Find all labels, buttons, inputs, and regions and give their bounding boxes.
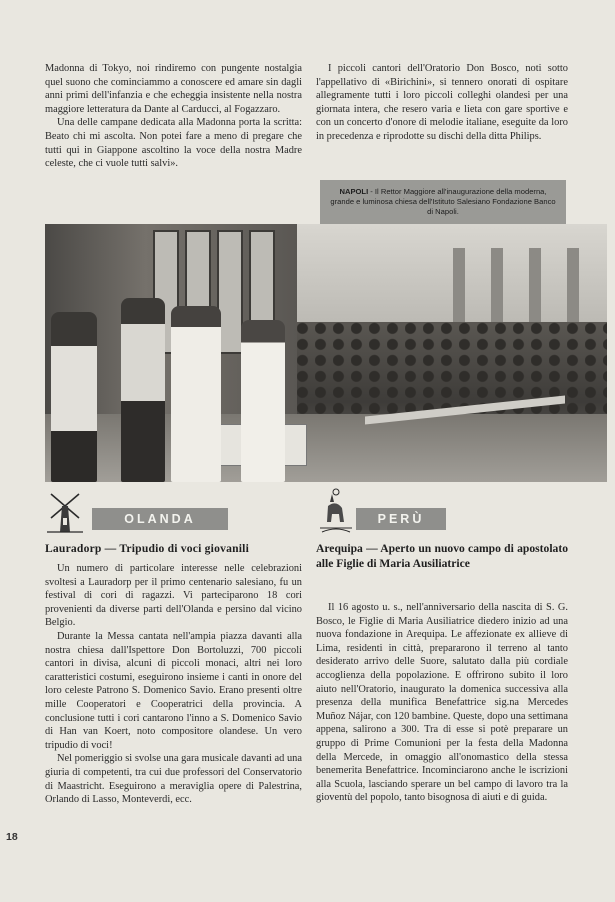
cleric-figure bbox=[121, 298, 165, 482]
section-banner-peru: PERÙ bbox=[356, 508, 446, 530]
page-number: 18 bbox=[6, 831, 18, 843]
paragraph: Durante la Messa cantata nell'ampia piazza davanti alla nostra chiesa dall'Ispettore Don Bortoluzzi, 700 piccoli cantori in divisa, alcuni di piccoli monaci, altri nei loro caratteristici costumi, eseguirono insieme i canti in onore del loro celeste Patrono S. Domenico Savio. Erano presenti oltre mille Cooperatori e Cooperatrici della provincia. A conclusione tutti i cori cantarono l'inno a S. Domenico Savio di Han van Koert, noto compositore olandese. Un vero tripudio di voci! bbox=[45, 630, 302, 751]
top-right-column bbox=[316, 62, 568, 144]
cleric-figure bbox=[51, 312, 97, 482]
section-heading-peru: Arequipa — Aperto un nuovo campo di apostolato alle Figlie di Maria Ausiliatrice bbox=[316, 542, 568, 570]
paragraph: Madonna di Tokyo, noi rindiremo con pungente nostalgia quel suono che cominciammo a conoscere ed amare sin dagli anni primi dell'infanzia e che echeggia insistente nella nostra maggiore letteratura da Dante al Carducci, al Fogazzaro. bbox=[45, 63, 302, 115]
photo-caption bbox=[320, 180, 566, 230]
paragraph: Un numero di particolare interesse nelle celebrazioni svoltesi a Lauradorp per il primo centenario salesiano, fu un festival di cori di ragazzi. Vi parteciparono 18 cori provenienti da diverse parti dell'Olanda e persino dal vicino Belgio. bbox=[45, 563, 302, 629]
section-banner-olanda: OLANDA bbox=[92, 508, 228, 530]
paragraph: Il 16 agosto u. s., nell'anniversario della nascita di S. G. Bosco, le Figlie di Maria Ausiliatrice diedero inizio ad una nuova fondazione in Arequipa. Le affezionate ex allieve di Lima, residenti in città, prepararono il terreno al tanto desiderato arrivo delle Suore, salutato dalla più cordiale accoglienza della popolazione. E offrirono subito il loro aiuto nell'Oratorio, inaugurato la domenica successiva alla presenza della munifica Benefattrice sig.na Mercedes Muñoz Nájar, con 120 bambine. Queste, dopo una settimana appena, salirono a 300. Tra di esse si potè preparare un gruppo di Prime Comunioni per la festa della Madonna della Mercede, in omaggio all'onomastico della stessa benemerita Benefattrice. Incominciarono anche le iscrizioni alla Scuola, lasciando sperare un bel campo di lavoro tra la gioventù del popolo, tanto bisognosa di aiuti e di guida. bbox=[316, 602, 568, 804]
top-left-column bbox=[45, 62, 302, 171]
church-inauguration-photo bbox=[45, 224, 607, 482]
llama-icon bbox=[318, 486, 354, 536]
caption-text: - Il Rettor Maggiore all'inaugurazione della moderna, grande e luminosa chiesa dell'Istituto Salesiano Fondazione Banco di Napoli. bbox=[330, 187, 556, 216]
section-heading-olanda: Lauradorp — Tripudio di voci giovanili bbox=[45, 542, 249, 555]
cleric-figure bbox=[241, 320, 285, 482]
paragraph: Una delle campane dedicata alla Madonna porta la scritta: Beato chi mi ascolta. Non potei fare a meno di pregare che tutti qui in Giappone ascoltino la voce della nostra Madre celeste, che ci vuole tutti salvi». bbox=[45, 117, 302, 170]
olanda-article bbox=[45, 562, 302, 807]
peru-article bbox=[316, 601, 568, 805]
caption-place: NAPOLI bbox=[339, 187, 369, 196]
cleric-figure bbox=[171, 306, 221, 482]
windmill-icon bbox=[45, 488, 85, 534]
paragraph: I piccoli cantori dell'Oratorio Don Bosco, noti sotto l'appellativo di «Birichini», si tennero onorati di ospitare allegramente tutti i loro piccoli colleghi olandesi per una giornata intera, che resero varia e lieta con gare sportive e con un concerto d'onore di melodie italiane, eseguite da loro in precedenza e riprodotte su dischi della ditta Philips. bbox=[316, 63, 568, 142]
paragraph: Nel pomeriggio si svolse una gara musicale davanti ad una giuria di competenti, tra cui due professori del Conservatorio di Maastricht. Eseguirono a meraviglia opere di Palestrina, Orlando di Lasso, Monteverdi, ecc. bbox=[45, 753, 302, 806]
nave-wall bbox=[297, 224, 607, 334]
